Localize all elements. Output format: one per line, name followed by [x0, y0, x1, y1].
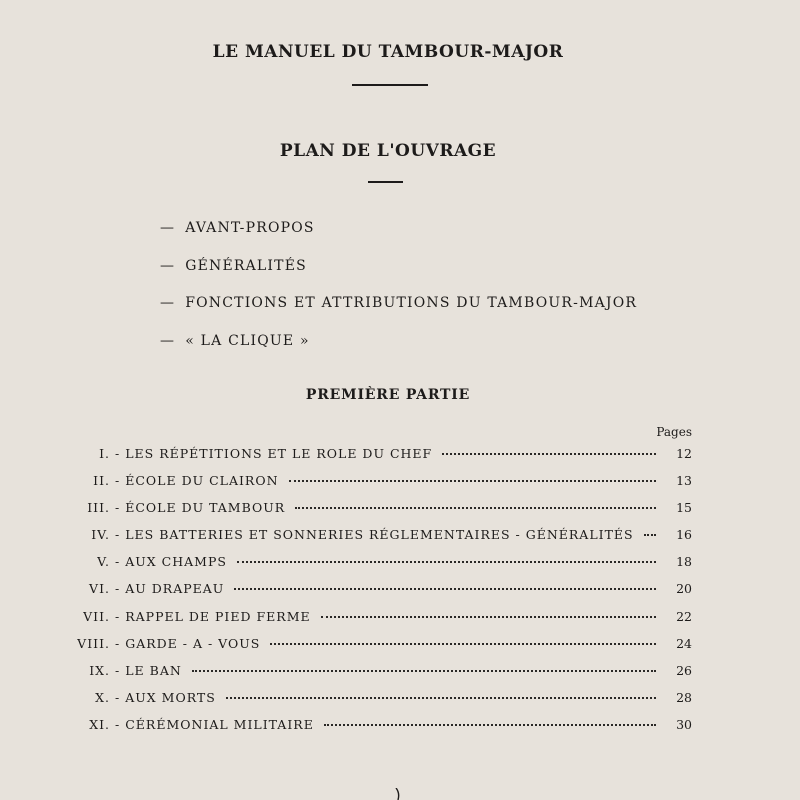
- toc-row: [60, 633, 692, 660]
- chapter-title: GARDE - A - VOUS: [125, 635, 261, 651]
- book-title: LE MANUEL DU TAMBOUR-MAJOR: [212, 42, 564, 62]
- chapter-number: VIII.: [77, 635, 110, 651]
- dot-leader: [289, 479, 656, 482]
- chapter-separator: -: [115, 662, 121, 678]
- intro-item-label: FONCTIONS ET ATTRIBUTIONS DU TAMBOUR-MAJOR: [185, 295, 638, 311]
- chapter-separator: -: [115, 581, 121, 597]
- chapter-title: CÉRÉMONIAL MILITAIRE: [125, 716, 314, 732]
- chapter-number: I.: [99, 446, 110, 461]
- toc-row: [60, 551, 692, 578]
- dot-leader: [295, 506, 656, 509]
- dot-leader: [234, 587, 656, 590]
- chapter-number: II.: [93, 473, 110, 489]
- toc-row: [60, 660, 692, 687]
- page-number: 20: [676, 581, 692, 597]
- chapter-title: RAPPEL DE PIED FERME: [125, 608, 311, 624]
- print-mark: [394, 788, 402, 800]
- chapter-title: LES RÉPÉTITIONS ET LE ROLE DU CHEF: [125, 446, 433, 461]
- page-number: 15: [676, 500, 692, 516]
- toc-row: [60, 687, 692, 714]
- chapter-separator: -: [115, 446, 121, 461]
- page-number: 13: [676, 473, 692, 489]
- dot-leader: [644, 533, 656, 536]
- page-number: 18: [676, 554, 692, 570]
- chapter-title: LES BATTERIES ET SONNERIES RÉGLEMENTAIRES - GÉNÉRALITÉS: [125, 527, 634, 543]
- dot-leader: [321, 615, 656, 618]
- chapter-number: VI.: [89, 581, 110, 597]
- pages-column-header: Pages: [656, 425, 692, 439]
- intro-item: [160, 216, 637, 254]
- dot-leader: [192, 669, 656, 672]
- chapter-title: AUX CHAMPS: [125, 554, 227, 570]
- chapter-number: VII.: [83, 608, 110, 624]
- toc-row: [60, 524, 692, 551]
- page-number: 22: [676, 608, 692, 624]
- intro-list: [160, 216, 637, 366]
- intro-item: [160, 254, 637, 292]
- intro-item-label: AVANT-PROPOS: [185, 220, 315, 236]
- plan-title: PLAN DE L'OUVRAGE: [279, 141, 497, 161]
- table-of-contents: [60, 443, 692, 741]
- chapter-title: ÉCOLE DU TAMBOUR: [125, 500, 286, 516]
- chapter-separator: -: [115, 473, 121, 489]
- intro-item: [160, 329, 637, 367]
- page-number: 12: [676, 446, 692, 461]
- page-number: 24: [676, 635, 692, 651]
- chapter-title: AU DRAPEAU: [125, 581, 225, 597]
- chapter-separator: -: [115, 608, 121, 624]
- toc-row: [60, 470, 692, 497]
- intro-item-label: GÉNÉRALITÉS: [185, 257, 307, 274]
- dot-leader: [226, 696, 656, 699]
- toc-row: [60, 578, 692, 605]
- chapter-separator: -: [115, 635, 121, 651]
- page-number: 30: [676, 716, 692, 732]
- chapter-title: ÉCOLE DU CLAIRON: [125, 473, 279, 489]
- chapter-number: V.: [97, 554, 110, 570]
- intro-item: [160, 291, 637, 329]
- chapter-title: AUX MORTS: [125, 689, 216, 705]
- dot-leader: [270, 642, 656, 645]
- toc-row: [60, 714, 692, 741]
- page-number: 26: [676, 662, 692, 678]
- toc-row: [60, 606, 692, 633]
- chapter-separator: -: [115, 716, 121, 732]
- chapter-separator: -: [115, 527, 121, 543]
- intro-dash: —: [160, 220, 176, 236]
- chapter-number: X.: [95, 689, 110, 705]
- chapter-number: XI.: [89, 716, 110, 732]
- intro-dash: —: [160, 295, 176, 311]
- page-number: 16: [676, 527, 692, 543]
- intro-dash: —: [160, 332, 176, 349]
- page-number: 28: [676, 689, 692, 705]
- chapter-number: IX.: [89, 662, 110, 678]
- dot-leader: [442, 452, 656, 455]
- dot-leader: [237, 560, 656, 563]
- title-rule: [352, 84, 428, 86]
- chapter-separator: -: [115, 689, 121, 705]
- intro-dash: —: [160, 257, 176, 274]
- intro-item-label: « LA CLIQUE »: [185, 332, 310, 349]
- chapter-number: IV.: [91, 527, 110, 543]
- chapter-separator: -: [115, 500, 121, 516]
- dot-leader: [324, 723, 656, 726]
- subtitle-rule: [368, 181, 403, 183]
- toc-row: [60, 497, 692, 524]
- toc-row: [60, 443, 692, 470]
- chapter-number: III.: [87, 500, 110, 516]
- chapter-separator: -: [115, 554, 121, 570]
- chapter-title: LE BAN: [125, 662, 182, 678]
- part-title: PREMIÈRE PARTIE: [305, 387, 471, 403]
